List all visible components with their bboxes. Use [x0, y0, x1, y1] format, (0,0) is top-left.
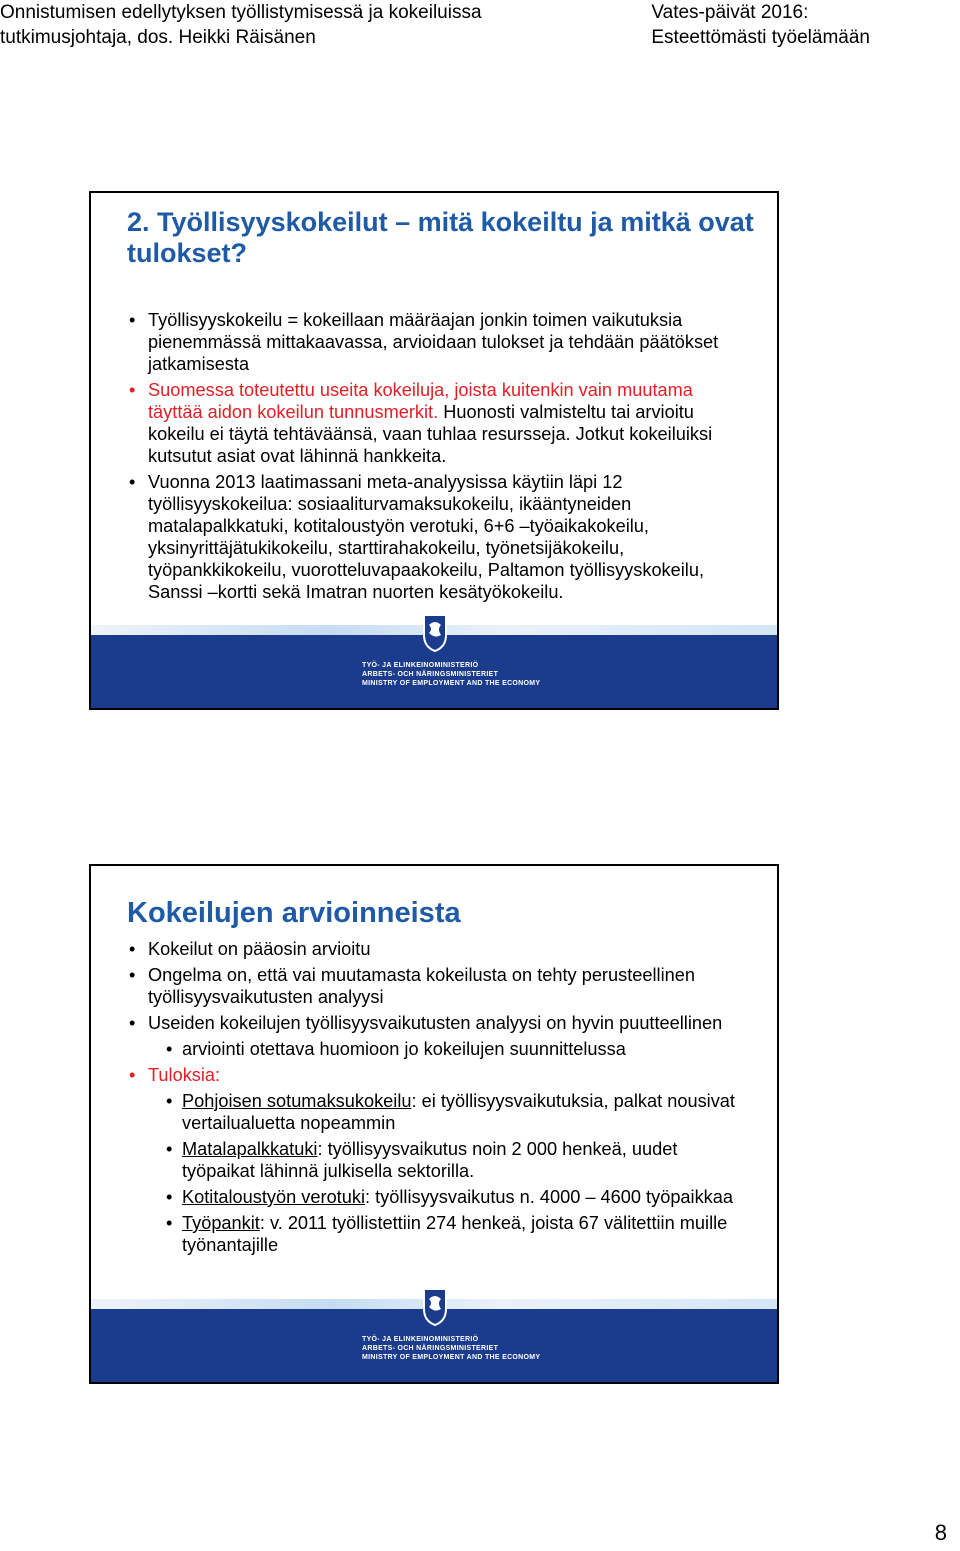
bullet-item: • Ongelma on, että vai muutamasta kokeilusta on tehty perusteellinen työllisyysvaikutusten analyysi: [127, 964, 737, 1008]
sub-bullet-item: • arviointi otettava huomioon jo kokeilujen suunnittelussa: [148, 1038, 737, 1060]
result-name: Työpankit: [182, 1213, 260, 1233]
header-left-line2: tutkimusjohtaja, dos. Heikki Räisänen: [0, 27, 316, 48]
bullet-item: • Kokeilut on pääosin arvioitu: [127, 938, 737, 960]
ministry-line2: ARBETS- OCH NÄRINGSMINISTERIET: [362, 671, 499, 678]
ministry-line3: MINISTRY OF EMPLOYMENT AND THE ECONOMY: [362, 680, 541, 687]
header-right-line2: Esteettömästi työelämään: [651, 27, 870, 48]
result-name: Matalapalkkatuki: [182, 1139, 318, 1159]
result-text: : ei työllisyysvaikutuksia, palkat nousivat vertailualuetta nopeammin: [182, 1091, 735, 1133]
slide-2: [89, 864, 779, 1384]
ministry-line1: TYÖ- JA ELINKEINOMINISTERIÖ: [362, 662, 479, 669]
bullet-item: [127, 379, 737, 467]
slide-1-bullets: [127, 309, 737, 607]
lion-crest-icon: [421, 1287, 449, 1327]
sub-bullets: [148, 1038, 737, 1060]
result-name: Kotitaloustyön verotuki: [182, 1187, 365, 1207]
result-name: Pohjoisen sotumaksukokeilu: [182, 1091, 412, 1111]
slide-1: [89, 191, 779, 710]
bullet-item: • Työllisyyskokeilu = kokeillaan määräajan jonkin toimen vaikutuksia pienemmässä mittakaavassa, arvioidaan tulokset ja tehdään päätökset jatkamisesta: [127, 309, 737, 375]
header-left: [0, 0, 482, 50]
page-number: 8: [934, 1520, 947, 1545]
results-label: Tuloksia:: [148, 1065, 221, 1085]
ministry-name: [362, 1335, 540, 1362]
header-right-line1: Vates-päivät 2016:: [651, 2, 809, 23]
results-list: [148, 1090, 737, 1256]
header-left-line1: Onnistumisen edellytyksen työllistymisessä ja kokeiluissa: [0, 2, 482, 23]
slide-2-title: Kokeilujen arvioinneista: [127, 897, 461, 929]
bullet-item: • Vuonna 2013 laatimassani meta-analyysissa käytiin läpi 12 työllisyyskokeilua: sosiaaliturvamaksukokeilu, ikääntyneiden matalapalkkatuki, kotitaloustyön verotuki, 6+6 –työaikakokeilu, yksinyrittäjätukikokeilu, starttirahakokeilu, työnetsijäkokeilu, työpankkikokeilu, vuorotteluvapaakokeilu, Paltamon työllisyyskokeilu, Sanssi –kortti sekä Imatran nuorten kesätyökokeilu.: [127, 471, 737, 603]
result-item: [148, 1090, 737, 1134]
header-right: [651, 0, 870, 50]
ministry-line1: TYÖ- JA ELINKEINOMINISTERIÖ: [362, 1336, 479, 1343]
result-text: : työllisyysvaikutus n. 4000 – 4600 työpaikkaa: [365, 1187, 734, 1207]
slide-1-title: 2. Työllisyyskokeilut – mitä kokeiltu ja mitkä ovat tulokset?: [127, 207, 754, 268]
bullet-item: [127, 1012, 737, 1060]
result-text: : v. 2011 työllistettiin 274 henkeä, joista 67 välitettiin muille työnantajille: [182, 1213, 728, 1255]
ministry-name: [362, 661, 540, 688]
slide-2-bullets: [127, 938, 737, 1260]
result-text: : työllisyysvaikutus noin 2 000 henkeä, uudet työpaikat lähinnä julkisella sektorilla.: [182, 1139, 678, 1181]
result-item: [148, 1186, 737, 1208]
result-item: [148, 1138, 737, 1182]
bullet-item: [127, 1064, 737, 1256]
ministry-footer: [91, 625, 777, 708]
bullet-red-text: Suomessa toteutettu useita kokeiluja, joista kuitenkin vain muutama täyttää aidon kokeilun tunnusmerkit.: [148, 380, 693, 422]
lion-crest-icon: [421, 613, 449, 653]
ministry-line3: MINISTRY OF EMPLOYMENT AND THE ECONOMY: [362, 1354, 541, 1361]
bullet-text: Huonosti valmisteltu tai arvioitu kokeilu ei täytä tehtäväänsä, vaan tuhlaa resursseja. Jotkut kokeiluiksi kutsutut asiat ovat lähinnä hankkeita.: [148, 402, 713, 466]
bullet-text: Useiden kokeilujen työllisyysvaikutusten analyysi on hyvin puutteellinen: [148, 1013, 723, 1033]
result-item: [148, 1212, 737, 1256]
ministry-line2: ARBETS- OCH NÄRINGSMINISTERIET: [362, 1345, 499, 1352]
ministry-footer: [91, 1299, 777, 1382]
